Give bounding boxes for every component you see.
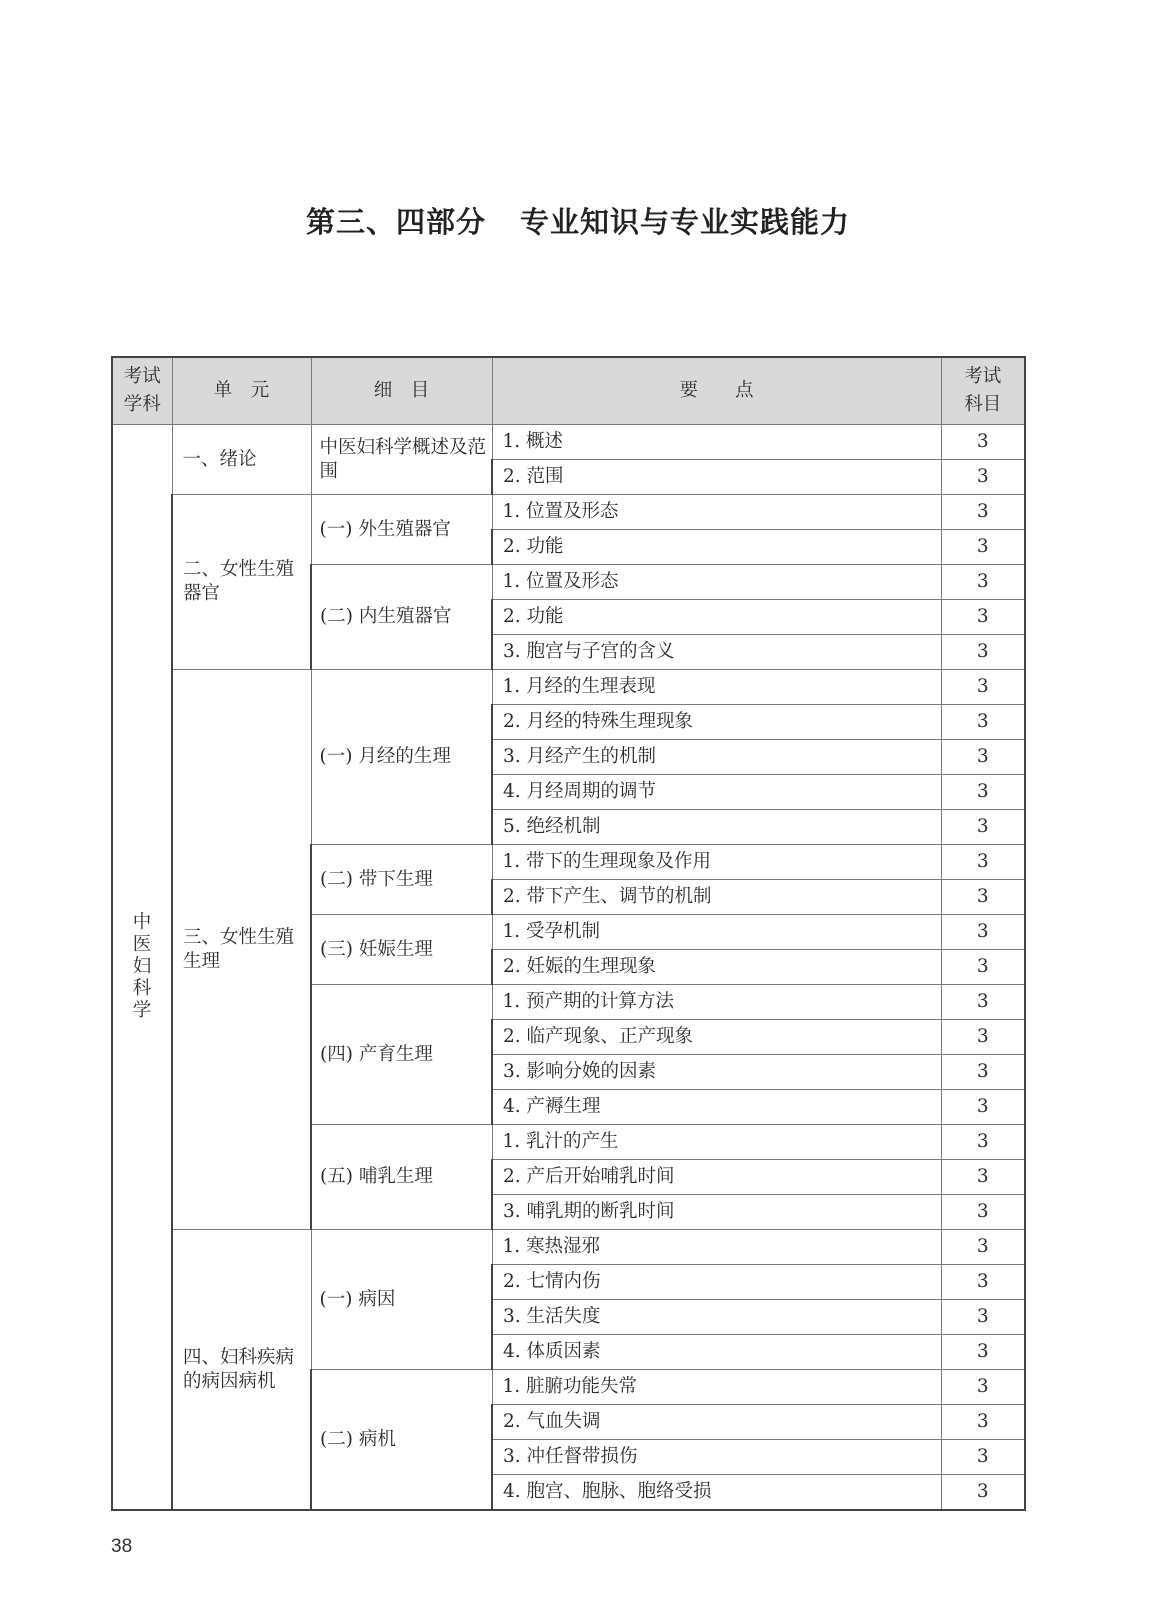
- detail-cell: (一) 外生殖器官: [311, 495, 492, 565]
- point-cell: 3. 胞宫与子宫的含义: [492, 635, 941, 670]
- unit-cell: 一、绪论: [172, 425, 311, 495]
- point-cell: 2. 月经的特殊生理现象: [492, 705, 941, 740]
- exam-cell: 3: [941, 425, 1025, 460]
- exam-cell: 3: [941, 1440, 1025, 1475]
- exam-cell: 3: [941, 495, 1025, 530]
- point-cell: 1. 受孕机制: [492, 915, 941, 950]
- exam-cell: 3: [941, 845, 1025, 880]
- point-cell: 1. 位置及形态: [492, 495, 941, 530]
- point-cell: 1. 脏腑功能失常: [492, 1370, 941, 1405]
- point-cell: 4. 月经周期的调节: [492, 775, 941, 810]
- header-exam: 考试科目: [941, 357, 1025, 425]
- title-part: 第三、四部分: [305, 205, 486, 239]
- point-cell: 1. 乳汁的产生: [492, 1125, 941, 1160]
- point-cell: 5. 绝经机制: [492, 810, 941, 845]
- detail-cell: (二) 病机: [311, 1370, 492, 1511]
- header-detail: 细 目: [311, 357, 492, 425]
- exam-cell: 3: [941, 985, 1025, 1020]
- point-cell: 3. 影响分娩的因素: [492, 1055, 941, 1090]
- detail-cell: (二) 带下生理: [311, 845, 492, 915]
- table-body: [112, 425, 1025, 1511]
- header-points: 要 点: [492, 357, 941, 425]
- detail-cell: (三) 妊娠生理: [311, 915, 492, 985]
- unit-cell: 四、妇科疾病的病因病机: [172, 1230, 311, 1511]
- unit-cell: 二、女性生殖器官: [172, 495, 311, 670]
- exam-cell: 3: [941, 1020, 1025, 1055]
- header-unit: 单 元: [172, 357, 311, 425]
- point-cell: 2. 产后开始哺乳时间: [492, 1160, 941, 1195]
- table-row: [112, 495, 1025, 530]
- exam-cell: 3: [941, 460, 1025, 495]
- exam-cell: 3: [941, 775, 1025, 810]
- exam-cell: 3: [941, 600, 1025, 635]
- point-cell: 4. 体质因素: [492, 1335, 941, 1370]
- point-cell: 3. 哺乳期的断乳时间: [492, 1195, 941, 1230]
- point-cell: 1. 寒热湿邪: [492, 1230, 941, 1265]
- exam-cell: 3: [941, 1160, 1025, 1195]
- exam-cell: 3: [941, 1125, 1025, 1160]
- exam-cell: 3: [941, 1265, 1025, 1300]
- exam-cell: 3: [941, 1335, 1025, 1370]
- detail-cell: (二) 内生殖器官: [311, 565, 492, 670]
- unit-cell: 三、女性生殖生理: [172, 670, 311, 1230]
- exam-cell: 3: [941, 530, 1025, 565]
- syllabus-table: [111, 356, 1026, 1511]
- exam-cell: 3: [941, 670, 1025, 705]
- table-header-row: [112, 357, 1025, 425]
- exam-cell: 3: [941, 705, 1025, 740]
- detail-cell: 中医妇科学概述及范围: [311, 425, 492, 495]
- exam-cell: 3: [941, 1370, 1025, 1405]
- point-cell: 3. 月经产生的机制: [492, 740, 941, 775]
- table-row: [112, 425, 1025, 460]
- exam-cell: 3: [941, 880, 1025, 915]
- point-cell: 2. 功能: [492, 600, 941, 635]
- detail-cell: (一) 月经的生理: [311, 670, 492, 845]
- exam-cell: 3: [941, 635, 1025, 670]
- point-cell: 2. 气血失调: [492, 1405, 941, 1440]
- exam-cell: 3: [941, 740, 1025, 775]
- exam-cell: 3: [941, 915, 1025, 950]
- point-cell: 1. 预产期的计算方法: [492, 985, 941, 1020]
- point-cell: 2. 功能: [492, 530, 941, 565]
- exam-cell: 3: [941, 950, 1025, 985]
- exam-cell: 3: [941, 1195, 1025, 1230]
- exam-cell: 3: [941, 1475, 1025, 1511]
- table-row: [112, 1230, 1025, 1265]
- point-cell: 4. 胞宫、胞脉、胞络受损: [492, 1475, 941, 1511]
- page-title: [0, 200, 1156, 241]
- point-cell: 1. 带下的生理现象及作用: [492, 845, 941, 880]
- exam-cell: 3: [941, 565, 1025, 600]
- point-cell: 1. 概述: [492, 425, 941, 460]
- point-cell: 3. 生活失度: [492, 1300, 941, 1335]
- point-cell: 1. 位置及形态: [492, 565, 941, 600]
- point-cell: 2. 范围: [492, 460, 941, 495]
- detail-cell: (一) 病因: [311, 1230, 492, 1370]
- header-subject: 考试学科: [112, 357, 172, 425]
- exam-cell: 3: [941, 1090, 1025, 1125]
- exam-cell: 3: [941, 1230, 1025, 1265]
- exam-cell: 3: [941, 1055, 1025, 1090]
- point-cell: 2. 七情内伤: [492, 1265, 941, 1300]
- point-cell: 4. 产褥生理: [492, 1090, 941, 1125]
- table-row: [112, 670, 1025, 705]
- exam-cell: 3: [941, 1300, 1025, 1335]
- detail-cell: (五) 哺乳生理: [311, 1125, 492, 1230]
- point-cell: 3. 冲任督带损伤: [492, 1440, 941, 1475]
- page-number: 38: [111, 1536, 133, 1557]
- detail-cell: (四) 产育生理: [311, 985, 492, 1125]
- point-cell: 2. 临产现象、正产现象: [492, 1020, 941, 1055]
- point-cell: 2. 妊娠的生理现象: [492, 950, 941, 985]
- subject-cell: 中医妇科学: [112, 425, 172, 1511]
- title-name: 专业知识与专业实践能力: [520, 205, 851, 239]
- point-cell: 1. 月经的生理表现: [492, 670, 941, 705]
- exam-cell: 3: [941, 810, 1025, 845]
- exam-cell: 3: [941, 1405, 1025, 1440]
- point-cell: 2. 带下产生、调节的机制: [492, 880, 941, 915]
